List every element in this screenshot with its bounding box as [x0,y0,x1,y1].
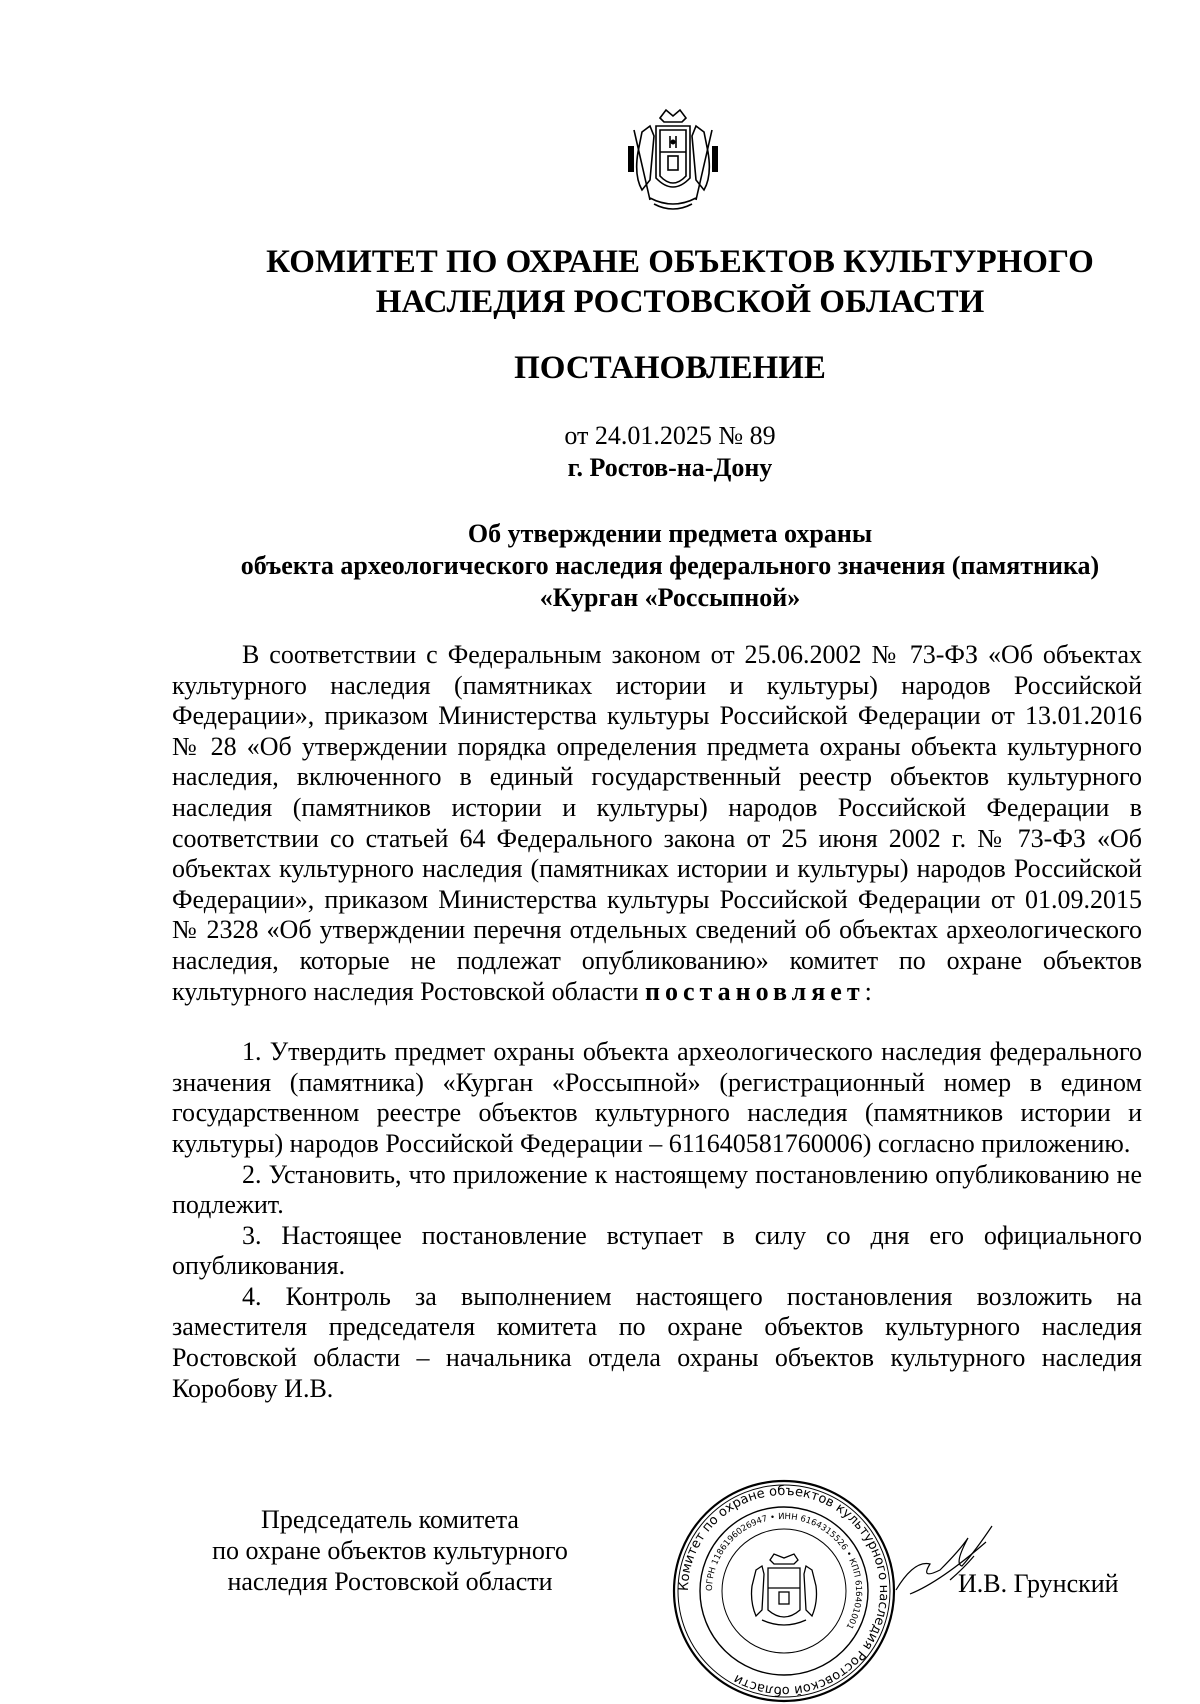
seal-outer-text: Комитет по охране объектов культурного наследия Ростовской области [676,1483,892,1699]
decree-item-1: 1. Утвердить предмет охраны объекта археологического наследия федерального значения (памятника) «Курган «Россыпной» (регистрационный номер в едином государственном реестре объектов культурного наследия (памятников истории и культуры) народов Российской Федерации – 611640581760006) согласно приложению. [172,1037,1142,1158]
seal-emblem-icon [752,1554,817,1625]
subject-line3: «Курган «Россыпной» [539,583,801,612]
organization-name [150,242,1200,322]
subject-line1: Об утверждении предмета охраны [467,519,873,548]
document-body [172,640,1142,1404]
seal-inner-text: ОГРН 1186196026947 • ИНН 6164315526 • КПП 616401001 [704,1511,864,1631]
decree-word: постановляет [645,976,865,1006]
document-type: ПОСТАНОВЛЕНИЕ [514,350,826,386]
decree-item-3: 3. Настоящее постановление вступает в силу со дня его официального опубликования. [172,1220,1142,1281]
coat-of-arms-emblem [620,106,726,216]
official-seal-stamp [666,1478,902,1704]
organization-name-line1: КОМИТЕТ ПО ОХРАНЕ ОБЪЕКТОВ КУЛЬТУРНОГО [266,244,1094,280]
document-subject [140,518,1200,614]
signer-name: И.В. Грунский [958,1569,1119,1598]
preamble-text: В соответствии с Федеральным законом от 25.06.2002 № 73-ФЗ «Об объектах культурного наследия (памятниках истории и культуры) народов Российской Федерации», приказом Министерства культуры Российской Федерации от 13.01.2016 № 28 «Об утверждении порядка определения предмета охраны объекта культурного наследия, включенного в единый государственный реестр объектов культурного наследия (памятников истории и культуры) народов Российской Федерации в соответствии со статьей 64 Федерального закона от 25 июня 2002 г. № 73-ФЗ «Об объектах культурного наследия (памятниках истории и культуры) народов Российской Федерации», приказом Министерства культуры Российской Федерации от 01.09.2015 № 2328 «Об утверждении перечня отдельных сведений об объектах археологического наследия, которые не подлежат опубликованию» комитет по охране объектов культурного наследия Ростовской области [172,640,1142,1006]
decree-colon: : [864,976,872,1006]
signer-title-line3: наследия Ростовской области [227,1567,553,1596]
organization-name-line2: НАСЛЕДИЯ РОСТОВСКОЙ ОБЛАСТИ [375,284,985,320]
decree-item-4: 4. Контроль за выполнением настоящего постановления возложить на заместителя председателя комитета по охране объектов культурного наследия Ростовской области – начальника отдела охраны объектов культурного наследия Коробову И.В. [172,1281,1142,1403]
signer-title-line2: по охране объектов культурного [212,1536,568,1565]
decree-item-2: 2. Установить, что приложение к настоящему постановлению опубликованию не подлежит. [172,1159,1142,1220]
document-date-number: от 24.01.2025 № 89 [564,421,776,450]
preamble-paragraph [172,640,1142,1007]
subject-line2: объекта археологического наследия федерального значения (памятника) [240,551,1100,580]
signer-title-line1: Председатель комитета [261,1505,519,1534]
signer-title [180,1504,600,1597]
document-city: г. Ростов-на-Дону [567,453,773,482]
